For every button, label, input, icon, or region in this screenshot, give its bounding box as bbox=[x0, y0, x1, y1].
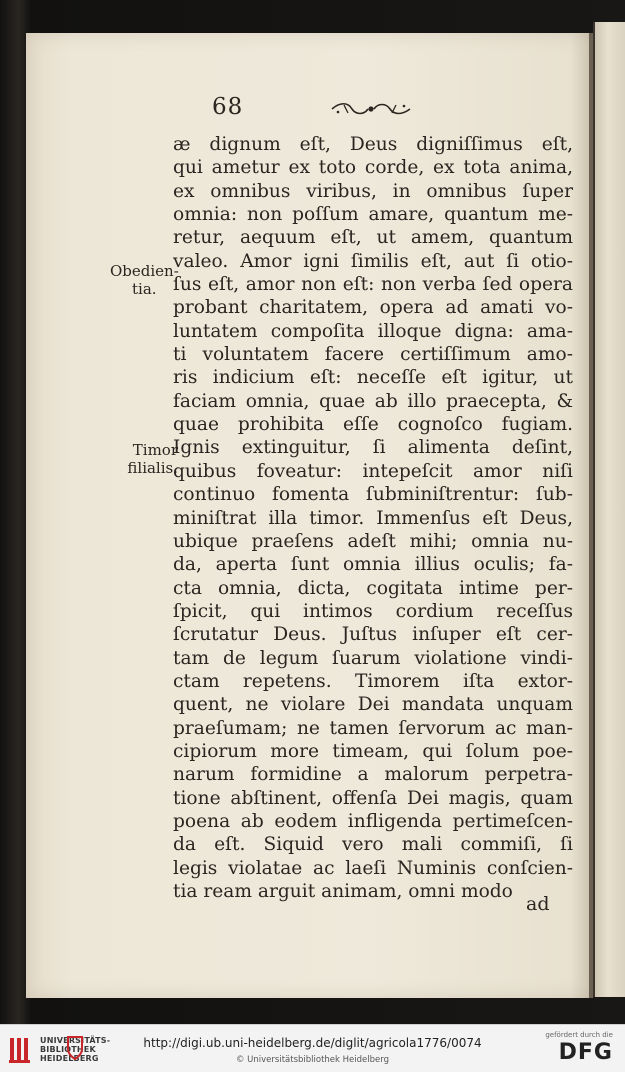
funding-note: gefördert durch die bbox=[545, 1031, 613, 1039]
text-line: praeſumam; ne tamen ſervorum ac man- bbox=[173, 717, 573, 739]
text-line: ubique praeſens adeſt mihi; omnia nu- bbox=[173, 530, 573, 552]
text-line: cta omnia, dicta, cogitata intime per- bbox=[173, 577, 573, 599]
footer-bar bbox=[0, 1024, 625, 1072]
text-line: quibus foveatur: intepeſcit amor niſi bbox=[173, 460, 573, 482]
page-body-text bbox=[173, 133, 573, 903]
text-line: narum formidine a malorum perpetra- bbox=[173, 764, 573, 786]
text-line: valeo. Amor igni ſimilis eſt, aut ſi otio- bbox=[173, 250, 573, 272]
margin-note-line: filialis. bbox=[127, 459, 178, 477]
facing-page-edge bbox=[593, 22, 625, 997]
text-line: tam de legum ſuarum violatione vindi- bbox=[173, 647, 573, 669]
margin-note-obedientia bbox=[110, 262, 179, 298]
text-line: ti voluntatem facere certiſſimum amo- bbox=[173, 344, 573, 366]
ornament-icon bbox=[330, 100, 412, 122]
dfg-logo[interactable]: DFG bbox=[558, 1040, 613, 1065]
text-line: omnia: non poſſum amare, quantum me- bbox=[173, 204, 573, 226]
text-line: legis violatae ac laeſi Numinis conſcien- bbox=[173, 857, 573, 879]
text-line: probant charitatem, opera ad amati vo- bbox=[173, 297, 573, 319]
text-line: ſpicit, qui intimos cordium receſſus bbox=[173, 600, 573, 622]
text-line: tia ream arguit animam, omni modo bbox=[173, 881, 513, 902]
text-line: cipiorum more timeam, qui ſolum poe- bbox=[173, 740, 573, 762]
permalink-url[interactable]: http://digi.ub.uni-heidelberg.de/diglit/agricola1776/0074 bbox=[143, 1036, 482, 1050]
text-line: æ dignum eſt, Deus digniſſimus eſt, bbox=[173, 134, 573, 155]
text-line: faciam omnia, quae ab illo praecepta, & bbox=[173, 390, 573, 412]
page-header bbox=[0, 94, 625, 124]
text-line: da eſt. Siquid vero mali commiſi, ſi bbox=[173, 834, 573, 856]
text-line: ſus eſt, amor non eſt: non verba ſed opera bbox=[173, 274, 573, 296]
text-line: da, aperta ſunt omnia illius oculis; fa- bbox=[173, 554, 573, 576]
text-line: continuo fomenta ſubminiſtrentur: ſub- bbox=[173, 484, 573, 506]
text-line: qui ametur ex toto corde, ex tota anima, bbox=[173, 157, 573, 179]
text-line: miniſtrat illa timor. Immenſus eſt Deus, bbox=[173, 507, 573, 529]
copyright-notice: © Universitätsbibliothek Heidelberg bbox=[235, 1055, 389, 1065]
library-name-line: HEIDELBERG bbox=[40, 1054, 99, 1063]
library-name-line: UNIVERSITÄTS- bbox=[40, 1036, 111, 1045]
text-line: ris indicium eſt: neceſſe eſt igitur, ut bbox=[173, 367, 573, 389]
text-line: tione abſtinent, offenſa Dei magis, quam bbox=[173, 787, 573, 809]
text-line: ſcrutatur Deus. Juſtus inſuper eſt cer- bbox=[173, 624, 573, 646]
text-line: Ignis extinguitur, ſi alimenta deſint, bbox=[173, 437, 573, 459]
text-line: retur, aequum eſt, ut amem, quantum bbox=[173, 227, 573, 249]
page-number: 68 bbox=[212, 94, 244, 120]
margin-note-timor-filialis bbox=[112, 441, 178, 477]
catchword: ad bbox=[526, 893, 550, 915]
library-name-line: BIBLIOTHEK bbox=[40, 1045, 96, 1054]
text-line: poena ab eodem infligenda pertimeſcen- bbox=[173, 810, 573, 832]
margin-note-line: Timor bbox=[132, 441, 178, 459]
margin-note-line: Obedien- bbox=[110, 262, 179, 280]
text-line: quae prohibita eſſe cognoſco fugiam. bbox=[173, 414, 573, 436]
text-line: ctam repetens. Timorem iſta extor- bbox=[173, 670, 573, 692]
text-line: ex omnibus viribus, in omnibus ſuper bbox=[173, 180, 573, 202]
margin-note-line: tia. bbox=[132, 280, 157, 298]
text-line: luntatem compoſita illoque digna: ama- bbox=[173, 320, 573, 342]
text-line: quent, ne violare Dei mandata unquam bbox=[173, 694, 573, 716]
